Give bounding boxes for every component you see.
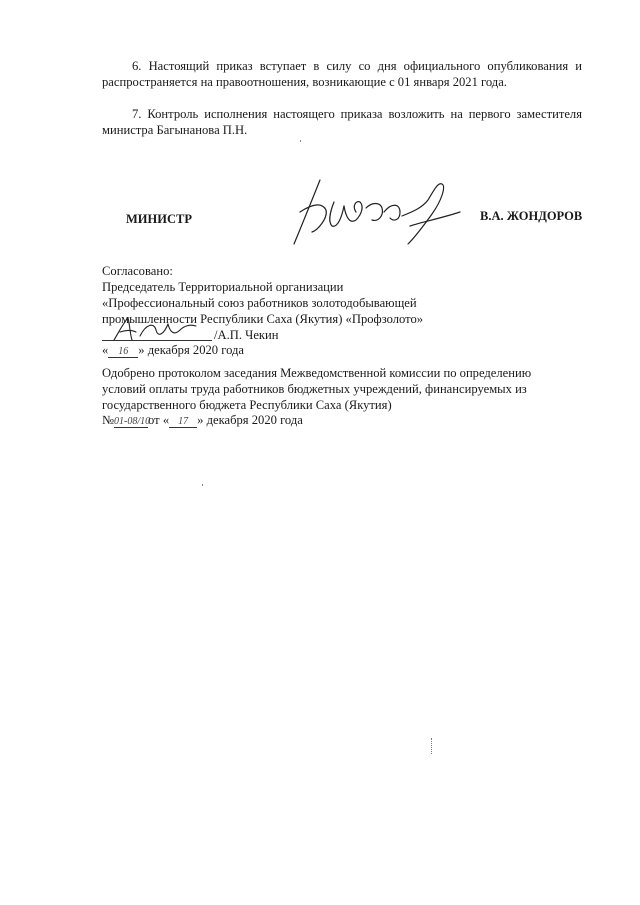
- item-7-text: 7. Контроль исполнения настоящего приказа возложить на первого заместителя министра Багынанова П.Н.: [102, 107, 582, 137]
- approval-line-2: «Профессиональный союз работников золотодобывающей: [102, 296, 417, 310]
- endorsement-line-2: условий оплаты труда работников бюджетных учреждений, финансируемых из: [102, 382, 527, 396]
- endorsement-date-rest: » декабря 2020 года: [197, 413, 303, 427]
- approval-line-1: Председатель Территориальной организации: [102, 280, 344, 294]
- approval-signer: /А.П. Чекин: [214, 328, 279, 342]
- scan-speck: [300, 140, 301, 142]
- approval-signature: [110, 312, 205, 346]
- approval-heading: Согласовано:: [102, 264, 173, 278]
- endorsement-number-date: [102, 413, 303, 428]
- endorsement-line-1: Одобрено протоколом заседания Межведомственной комиссии по определению: [102, 366, 532, 380]
- endorsement-number-prefix: №: [102, 413, 115, 427]
- approval-date-open: «: [102, 343, 109, 357]
- item-7-paragraph: [102, 106, 582, 138]
- approval-date-day: 16: [108, 346, 138, 358]
- scan-speck: [431, 738, 433, 754]
- item-6-paragraph: [102, 58, 582, 90]
- approval-line-3: промышленности Республики Саха (Якутия) «Профзолото»: [102, 312, 424, 326]
- minister-signature: [282, 172, 472, 252]
- scan-speck: [202, 484, 203, 486]
- endorsement-line-3: государственного бюджета Республики Саха (Якутия): [102, 398, 392, 412]
- endorsement-number: 01-08/10: [114, 416, 151, 427]
- endorsement-date-day: 17: [169, 416, 197, 428]
- endorsement-date-mid: от «: [148, 413, 170, 427]
- minister-name: В.А. ЖОНДОРОВ: [480, 209, 583, 223]
- approval-date-rest: » декабря 2020 года: [138, 343, 245, 357]
- approval-date: [102, 343, 244, 358]
- item-6-text: 6. Настоящий приказ вступает в силу со дня официального опубликования и распространяется на правоотношения, возникающие с 01 января 2021 года.: [102, 59, 582, 89]
- minister-title: МИНИСТР: [126, 212, 192, 226]
